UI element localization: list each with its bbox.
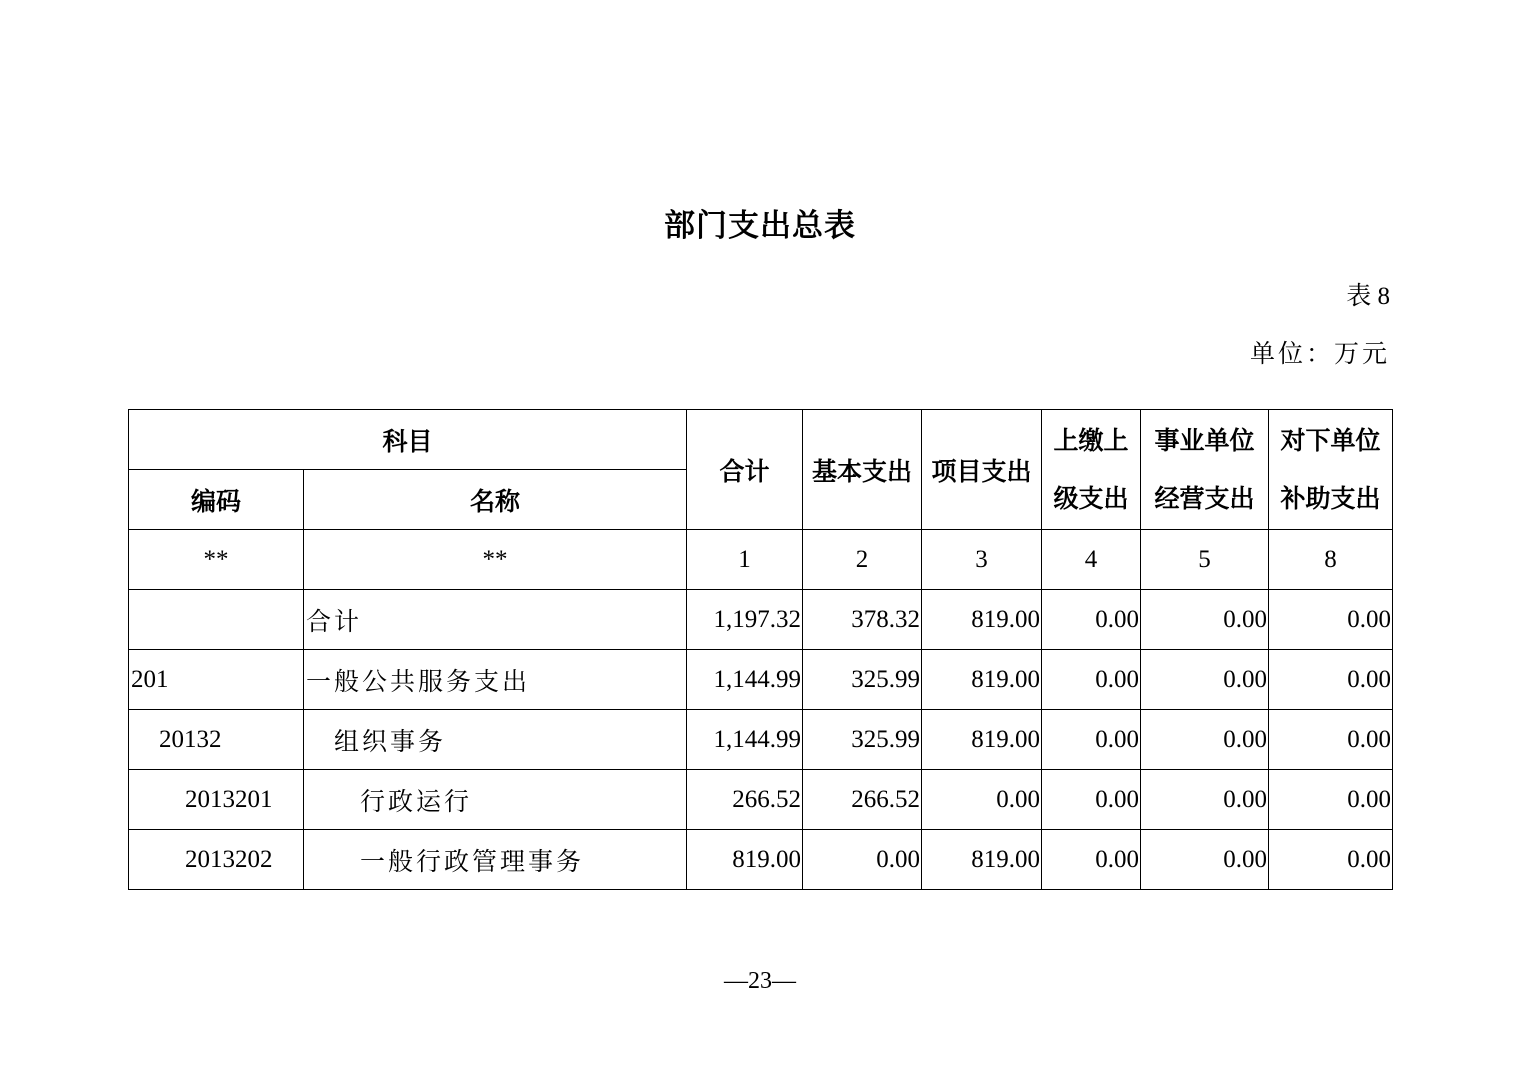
- code-cell: 20132: [129, 710, 304, 770]
- biz-cell: 0.00: [1141, 830, 1269, 890]
- index-cell: 5: [1141, 530, 1269, 590]
- header-code: 编码: [129, 470, 304, 530]
- biz-cell: 0.00: [1141, 770, 1269, 830]
- total-cell: 266.52: [687, 770, 803, 830]
- unit-label: 单位：万元: [1249, 341, 1390, 368]
- biz-cell: 0.00: [1141, 710, 1269, 770]
- header-upper-line1: 上缴上: [1053, 425, 1129, 455]
- name-cell: 行政运行: [304, 770, 687, 830]
- header-upper: [1042, 410, 1141, 530]
- code-cell: 201: [129, 650, 304, 710]
- upper-cell: 0.00: [1042, 710, 1141, 770]
- header-subject: 科目: [129, 410, 687, 470]
- name-cell: 组织事务: [304, 710, 687, 770]
- upper-cell: 0.00: [1042, 830, 1141, 890]
- index-cell: 4: [1042, 530, 1141, 590]
- header-biz-line2: 经营支出: [1154, 483, 1255, 513]
- basic-cell: 0.00: [803, 830, 922, 890]
- index-row: [129, 530, 1393, 590]
- header-name: 名称: [304, 470, 687, 530]
- basic-cell: 325.99: [803, 710, 922, 770]
- header-biz-line1: 事业单位: [1154, 425, 1255, 455]
- project-cell: 0.00: [922, 770, 1042, 830]
- table-row: [129, 710, 1393, 770]
- total-cell: 1,144.99: [687, 650, 803, 710]
- upper-cell: 0.00: [1042, 770, 1141, 830]
- header-subsidy-line1: 对下单位: [1280, 425, 1381, 455]
- index-cell: **: [304, 530, 687, 590]
- project-cell: 819.00: [922, 590, 1042, 650]
- index-cell: 1: [687, 530, 803, 590]
- name-cell: 合计: [304, 590, 687, 650]
- expenditure-table: [128, 409, 1393, 890]
- code-cell: 2013201: [129, 770, 304, 830]
- code-cell: 2013202: [129, 830, 304, 890]
- project-cell: 819.00: [922, 830, 1042, 890]
- table-row: [129, 650, 1393, 710]
- subsidy-cell: 0.00: [1269, 710, 1393, 770]
- upper-cell: 0.00: [1042, 590, 1141, 650]
- index-cell: **: [129, 530, 304, 590]
- header-row-1: [129, 410, 1393, 470]
- total-cell: 819.00: [687, 830, 803, 890]
- subsidy-cell: 0.00: [1269, 590, 1393, 650]
- total-cell: 1,144.99: [687, 710, 803, 770]
- header-total: 合计: [687, 410, 803, 530]
- page-title: 部门支出总表: [664, 208, 856, 244]
- basic-cell: 378.32: [803, 590, 922, 650]
- header-project: 项目支出: [922, 410, 1042, 530]
- subsidy-cell: 0.00: [1269, 830, 1393, 890]
- biz-cell: 0.00: [1141, 650, 1269, 710]
- table-row: [129, 830, 1393, 890]
- basic-cell: 266.52: [803, 770, 922, 830]
- name-cell: 一般行政管理事务: [304, 830, 687, 890]
- header-biz: [1141, 410, 1269, 530]
- upper-cell: 0.00: [1042, 650, 1141, 710]
- subsidy-cell: 0.00: [1269, 770, 1393, 830]
- table-number: 表 8: [1346, 283, 1390, 310]
- header-basic: 基本支出: [803, 410, 922, 530]
- header-subsidy-line2: 补助支出: [1280, 483, 1381, 513]
- table-row: [129, 770, 1393, 830]
- project-cell: 819.00: [922, 650, 1042, 710]
- code-cell: [129, 590, 304, 650]
- name-cell: 一般公共服务支出: [304, 650, 687, 710]
- index-cell: 8: [1269, 530, 1393, 590]
- index-cell: 3: [922, 530, 1042, 590]
- project-cell: 819.00: [922, 710, 1042, 770]
- index-cell: 2: [803, 530, 922, 590]
- subsidy-cell: 0.00: [1269, 650, 1393, 710]
- total-cell: 1,197.32: [687, 590, 803, 650]
- table-row: [129, 590, 1393, 650]
- biz-cell: 0.00: [1141, 590, 1269, 650]
- basic-cell: 325.99: [803, 650, 922, 710]
- header-subsidy: [1269, 410, 1393, 530]
- header-upper-line2: 级支出: [1053, 483, 1129, 513]
- page-number: —23—: [724, 968, 796, 994]
